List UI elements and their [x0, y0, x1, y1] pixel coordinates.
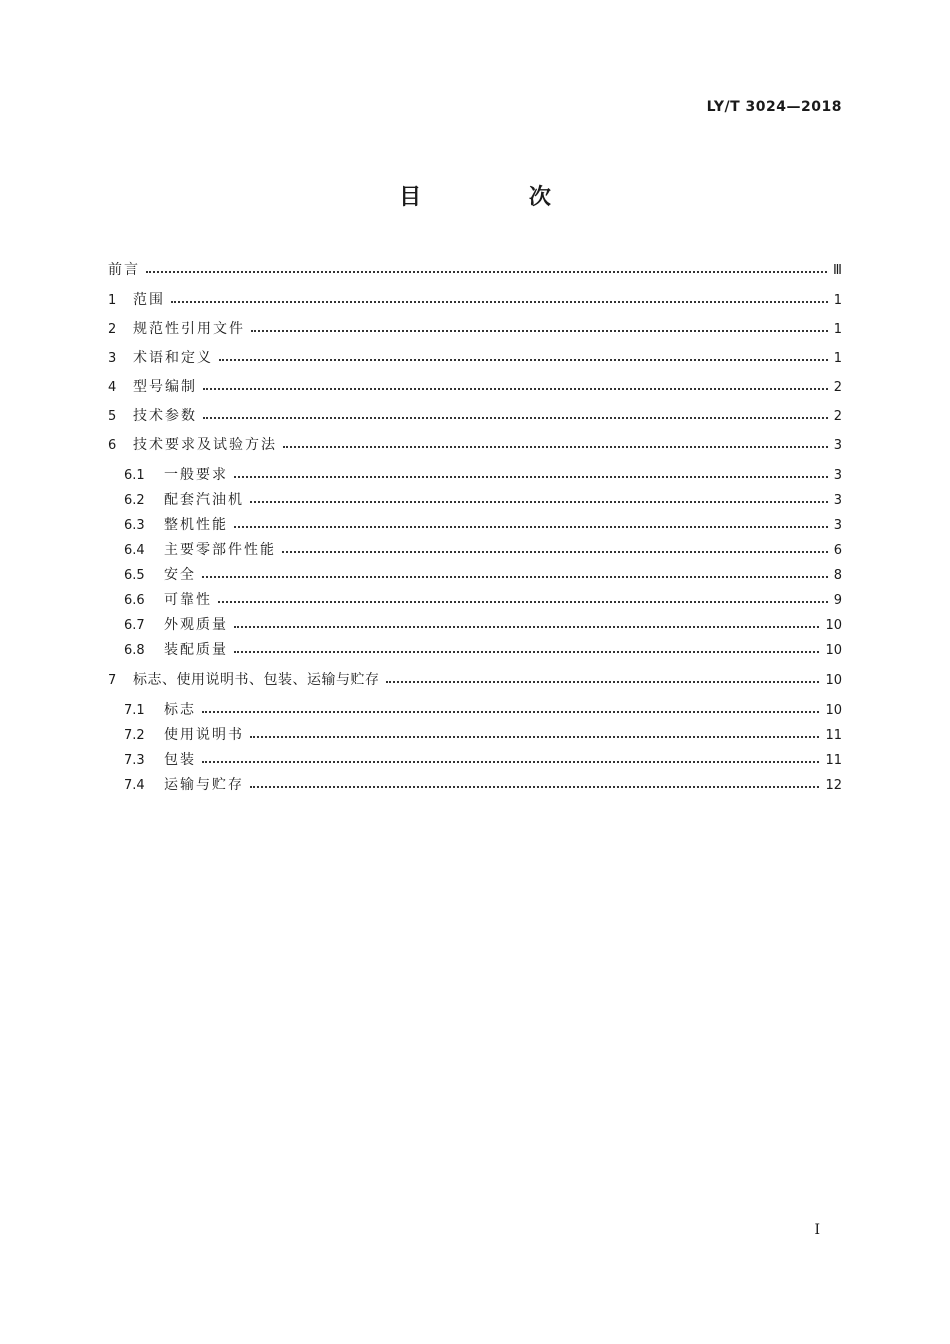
- toc-entry-6-3[interactable]: [124, 515, 842, 535]
- toc-entry-page: 10: [825, 703, 842, 718]
- standard-number: LY/T 3024—2018: [706, 99, 842, 115]
- toc-entry-6-4[interactable]: [124, 540, 842, 560]
- toc-dot-leader: [203, 388, 828, 390]
- toc-dot-leader: [202, 576, 828, 578]
- toc-entry-page: 3: [833, 438, 842, 453]
- toc-dot-leader: [218, 601, 828, 603]
- toc-entry-7-4[interactable]: [124, 775, 842, 795]
- toc-entry-number: 6.4: [124, 543, 145, 558]
- toc-entry-7-1[interactable]: [124, 700, 842, 720]
- toc-entry-label: 一般要求: [164, 467, 228, 483]
- toc-entry-7-3[interactable]: [124, 750, 842, 770]
- toc-dot-leader: [146, 271, 827, 273]
- toc-dot-leader: [234, 526, 828, 528]
- toc-entry-page: 2: [833, 380, 842, 395]
- toc-entry-number: 6.8: [124, 643, 145, 658]
- toc-entry-6-1[interactable]: [124, 465, 842, 485]
- toc-entry-page: 2: [833, 409, 842, 424]
- toc-entry-6[interactable]: [108, 435, 842, 455]
- toc-entry-label: 标志、使用说明书、包装、运输与贮存: [133, 672, 380, 688]
- toc-dot-leader: [251, 330, 828, 332]
- toc-entry-number: 6.1: [124, 468, 145, 483]
- toc-entry-number: 6.6: [124, 593, 145, 608]
- toc-dot-leader: [250, 501, 828, 503]
- toc-entry-page: 11: [825, 728, 842, 743]
- toc-entry-number: 5: [108, 409, 117, 424]
- toc-dot-leader: [203, 417, 828, 419]
- toc-entry-label: 规范性引用文件: [133, 321, 245, 337]
- toc-entry-7[interactable]: [108, 670, 842, 690]
- toc-entry-number: 3: [108, 351, 117, 366]
- toc-dot-leader: [234, 651, 819, 653]
- toc-entry-number: 7.2: [124, 728, 145, 743]
- toc-entry-page: 1: [833, 351, 842, 366]
- toc-entry-page: 12: [825, 778, 842, 793]
- toc-entry-page: 3: [833, 468, 842, 483]
- toc-entry-label: 型号编制: [133, 379, 197, 395]
- toc-entry-label: 安全: [164, 567, 196, 583]
- page-number: I: [814, 1222, 820, 1238]
- toc-entry-label: 整机性能: [164, 517, 228, 533]
- toc-entry-number: 7: [108, 673, 117, 688]
- toc-entry-page: 1: [833, 293, 842, 308]
- toc-entry-number: 2: [108, 322, 117, 337]
- toc-entry-page: 9: [833, 593, 842, 608]
- toc-entry-page: 11: [825, 753, 842, 768]
- toc-entry-number: 7.1: [124, 703, 145, 718]
- toc-entry-page: 3: [833, 493, 842, 508]
- toc-entry-label: 术语和定义: [133, 350, 213, 366]
- toc-entry-1[interactable]: [108, 290, 842, 310]
- toc-dot-leader: [234, 626, 819, 628]
- toc-entry-label: 配套汽油机: [164, 492, 244, 508]
- toc-entry-label: 前言: [108, 262, 140, 278]
- toc-entry-number: 1: [108, 293, 117, 308]
- toc-entry-page: 10: [825, 643, 842, 658]
- toc-entry-6-6[interactable]: [124, 590, 842, 610]
- toc-dot-leader: [283, 446, 828, 448]
- toc-dot-leader: [386, 681, 820, 683]
- toc-entry-page: 10: [825, 618, 842, 633]
- toc-entry-label: 标志: [164, 702, 196, 718]
- toc-entry-2[interactable]: [108, 319, 842, 339]
- toc-entry-number: 4: [108, 380, 117, 395]
- toc-entry-number: 6.3: [124, 518, 145, 533]
- toc-dot-leader: [202, 711, 819, 713]
- toc-entry-label: 外观质量: [164, 617, 228, 633]
- toc-dot-leader: [250, 736, 819, 738]
- toc-entry-number: 6.7: [124, 618, 145, 633]
- toc-dot-leader: [171, 301, 828, 303]
- toc-entry-label: 主要零部件性能: [164, 542, 276, 558]
- toc-entry-label: 技术参数: [133, 408, 197, 424]
- toc-entry-6-7[interactable]: [124, 615, 842, 635]
- toc-entry-page: Ⅲ: [833, 263, 842, 278]
- toc-entry-page: 6: [833, 543, 842, 558]
- toc-dot-leader: [202, 761, 819, 763]
- toc-entry-label: 装配质量: [164, 642, 228, 658]
- toc-dot-leader: [219, 359, 828, 361]
- toc-entry-page: 1: [833, 322, 842, 337]
- toc-entry-label: 范围: [133, 292, 165, 308]
- toc-entry-number: 7.4: [124, 778, 145, 793]
- toc-entry-3[interactable]: [108, 348, 842, 368]
- toc-entry-number: 6.2: [124, 493, 145, 508]
- toc-entry-5[interactable]: [108, 406, 842, 426]
- toc-dot-leader: [234, 476, 828, 478]
- toc-entry-label: 运输与贮存: [164, 777, 244, 793]
- toc-entry-7-2[interactable]: [124, 725, 842, 745]
- toc-entry-label: 技术要求及试验方法: [133, 437, 277, 453]
- toc-entry-6-2[interactable]: [124, 490, 842, 510]
- toc-entry-foreword[interactable]: [108, 260, 842, 280]
- toc-entry-label: 使用说明书: [164, 727, 244, 743]
- toc-entry-6-5[interactable]: [124, 565, 842, 585]
- toc-dot-leader: [250, 786, 819, 788]
- toc-entry-6-8[interactable]: [124, 640, 842, 660]
- toc-entry-label: 包装: [164, 752, 196, 768]
- toc-entry-number: 6: [108, 438, 117, 453]
- toc-entry-page: 8: [833, 568, 842, 583]
- toc-entry-4[interactable]: [108, 377, 842, 397]
- toc-entry-page: 10: [825, 673, 842, 688]
- toc-entry-page: 3: [833, 518, 842, 533]
- toc-entry-number: 7.3: [124, 753, 145, 768]
- page-title: 目 次: [399, 185, 601, 210]
- toc-entry-label: 可靠性: [164, 592, 212, 608]
- toc-dot-leader: [282, 551, 828, 553]
- toc-entry-number: 6.5: [124, 568, 145, 583]
